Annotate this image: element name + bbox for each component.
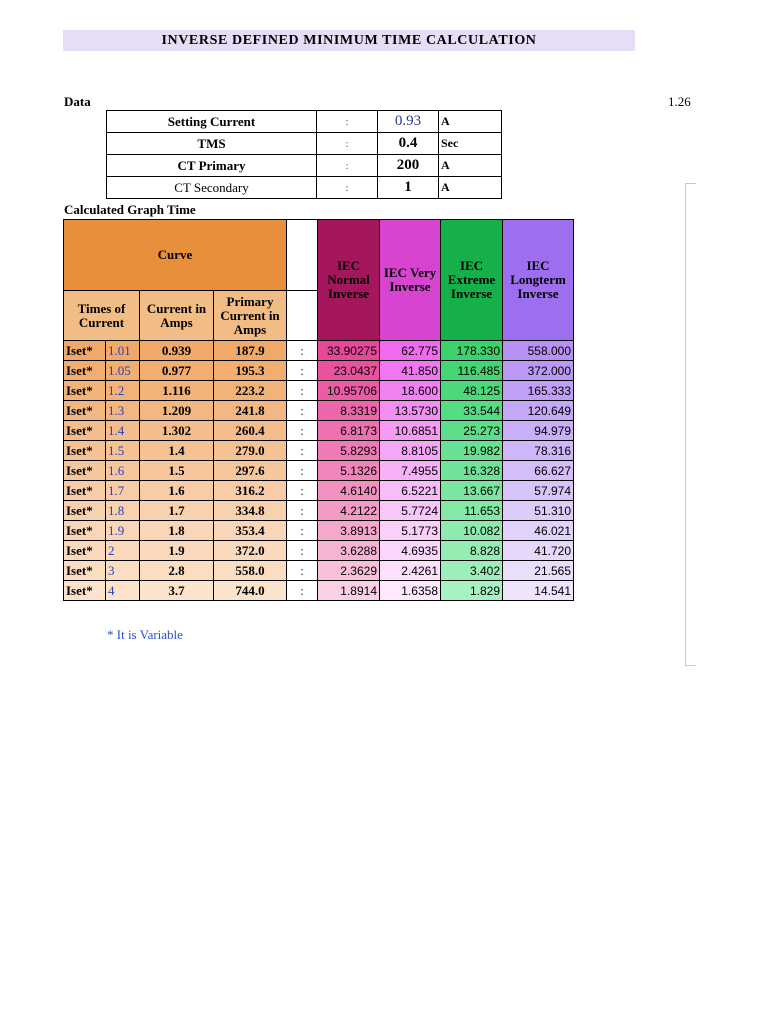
data-row-name: Setting Current <box>107 111 317 133</box>
iec-normal-cell: 3.6288 <box>318 541 380 561</box>
data-row <box>107 111 502 133</box>
iec-very-cell: 62.775 <box>380 341 441 361</box>
current-amps-cell: 1.4 <box>140 441 214 461</box>
blank-header-cell <box>287 220 318 291</box>
current-amps-cell: 1.9 <box>140 541 214 561</box>
primary-current-cell: 316.2 <box>214 481 287 501</box>
current-in-amps-header: Current in Amps <box>140 291 214 341</box>
iec-normal-header: IEC Normal Inverse <box>318 220 380 341</box>
iec-very-cell: 5.1773 <box>380 521 441 541</box>
primary-current-cell: 372.0 <box>214 541 287 561</box>
calculated-graph-table <box>63 219 574 601</box>
data-row-colon: : <box>317 133 378 155</box>
iset-label: Iset* <box>64 561 106 581</box>
iec-extreme-header: IEC Extreme Inverse <box>441 220 503 341</box>
multiplier-cell[interactable]: 1.05 <box>106 361 140 381</box>
table-row <box>64 461 574 481</box>
current-amps-cell: 1.5 <box>140 461 214 481</box>
multiplier-cell[interactable]: 1.4 <box>106 421 140 441</box>
iec-extreme-cell: 16.328 <box>441 461 503 481</box>
iec-extreme-cell: 48.125 <box>441 381 503 401</box>
iec-longterm-cell: 78.316 <box>503 441 574 461</box>
current-amps-cell: 1.8 <box>140 521 214 541</box>
iec-longterm-cell: 57.974 <box>503 481 574 501</box>
iec-longterm-cell: 165.333 <box>503 381 574 401</box>
iec-longterm-cell: 21.565 <box>503 561 574 581</box>
table-row <box>64 581 574 601</box>
table-row <box>64 341 574 361</box>
data-row-unit: A <box>439 111 502 133</box>
data-row-name: CT Primary <box>107 155 317 177</box>
iec-longterm-cell: 120.649 <box>503 401 574 421</box>
iec-extreme-cell: 3.402 <box>441 561 503 581</box>
primary-current-cell: 241.8 <box>214 401 287 421</box>
iec-extreme-cell: 19.982 <box>441 441 503 461</box>
primary-current-cell: 260.4 <box>214 421 287 441</box>
iec-longterm-cell: 94.979 <box>503 421 574 441</box>
iec-normal-cell: 8.3319 <box>318 401 380 421</box>
iec-extreme-cell: 25.273 <box>441 421 503 441</box>
iec-normal-cell: 1.8914 <box>318 581 380 601</box>
calc-label: Calculated Graph Time <box>64 202 196 217</box>
iec-longterm-cell: 372.000 <box>503 361 574 381</box>
primary-current-header: Primary Current in Amps <box>214 291 287 341</box>
colon-cell: : <box>287 401 318 421</box>
primary-current-cell: 297.6 <box>214 461 287 481</box>
primary-current-cell: 223.2 <box>214 381 287 401</box>
iec-longterm-cell: 46.021 <box>503 521 574 541</box>
data-row-value[interactable]: 0.4 <box>378 133 439 155</box>
iec-longterm-cell: 66.627 <box>503 461 574 481</box>
iec-extreme-cell: 8.828 <box>441 541 503 561</box>
iec-normal-cell: 5.8293 <box>318 441 380 461</box>
iset-label: Iset* <box>64 581 106 601</box>
curve-header: Curve <box>64 220 287 291</box>
table-row <box>64 561 574 581</box>
times-of-current-header: Times of Current <box>64 291 140 341</box>
iec-longterm-cell: 51.310 <box>503 501 574 521</box>
data-row <box>107 133 502 155</box>
side-panel-border <box>685 183 696 666</box>
colon-cell: : <box>287 441 318 461</box>
iec-extreme-cell: 10.082 <box>441 521 503 541</box>
multiplier-cell[interactable]: 4 <box>106 581 140 601</box>
iec-very-cell: 8.8105 <box>380 441 441 461</box>
primary-current-cell: 558.0 <box>214 561 287 581</box>
multiplier-cell[interactable]: 1.8 <box>106 501 140 521</box>
colon-cell: : <box>287 501 318 521</box>
multiplier-cell[interactable]: 2 <box>106 541 140 561</box>
iec-very-cell: 13.5730 <box>380 401 441 421</box>
multiplier-cell[interactable]: 1.7 <box>106 481 140 501</box>
multiplier-cell[interactable]: 3 <box>106 561 140 581</box>
iset-label: Iset* <box>64 541 106 561</box>
current-amps-cell: 3.7 <box>140 581 214 601</box>
iec-extreme-cell: 13.667 <box>441 481 503 501</box>
iec-very-cell: 4.6935 <box>380 541 441 561</box>
iec-very-cell: 1.6358 <box>380 581 441 601</box>
table-row <box>64 441 574 461</box>
iec-very-cell: 41.850 <box>380 361 441 381</box>
multiplier-cell[interactable]: 1.01 <box>106 341 140 361</box>
table-row <box>64 521 574 541</box>
footnote: * It is Variable <box>107 627 183 642</box>
iec-normal-cell: 2.3629 <box>318 561 380 581</box>
iec-longterm-header: IEC Longterm Inverse <box>503 220 574 341</box>
current-amps-cell: 1.302 <box>140 421 214 441</box>
colon-cell: : <box>287 541 318 561</box>
iec-very-header: IEC Very Inverse <box>380 220 441 341</box>
table-row <box>64 361 574 381</box>
data-label: Data <box>64 94 91 109</box>
multiplier-cell[interactable]: 1.9 <box>106 521 140 541</box>
colon-cell: : <box>287 581 318 601</box>
multiplier-cell[interactable]: 1.6 <box>106 461 140 481</box>
iec-very-cell: 10.6851 <box>380 421 441 441</box>
primary-current-cell: 353.4 <box>214 521 287 541</box>
data-row-value[interactable]: 0.93 <box>378 111 439 133</box>
table-row <box>64 401 574 421</box>
iec-extreme-cell: 178.330 <box>441 341 503 361</box>
primary-current-cell: 195.3 <box>214 361 287 381</box>
iset-label: Iset* <box>64 361 106 381</box>
data-row-colon: : <box>317 111 378 133</box>
multiplier-cell[interactable]: 1.3 <box>106 401 140 421</box>
iec-extreme-cell: 116.485 <box>441 361 503 381</box>
iec-normal-cell: 6.8173 <box>318 421 380 441</box>
iset-label: Iset* <box>64 481 106 501</box>
colon-cell: : <box>287 341 318 361</box>
iset-label: Iset* <box>64 341 106 361</box>
iec-longterm-cell: 558.000 <box>503 341 574 361</box>
iec-longterm-cell: 41.720 <box>503 541 574 561</box>
iec-extreme-cell: 11.653 <box>441 501 503 521</box>
iec-very-cell: 6.5221 <box>380 481 441 501</box>
iec-very-cell: 5.7724 <box>380 501 441 521</box>
iset-label: Iset* <box>64 401 106 421</box>
multiplier-cell[interactable]: 1.5 <box>106 441 140 461</box>
iec-normal-cell: 33.90275 <box>318 341 380 361</box>
primary-current-cell: 279.0 <box>214 441 287 461</box>
table-row <box>64 381 574 401</box>
colon-cell: : <box>287 521 318 541</box>
iec-very-cell: 2.4261 <box>380 561 441 581</box>
current-amps-cell: 1.7 <box>140 501 214 521</box>
colon-cell: : <box>287 421 318 441</box>
iset-label: Iset* <box>64 501 106 521</box>
current-amps-cell: 0.977 <box>140 361 214 381</box>
data-row-name: CT Secondary <box>107 177 317 199</box>
iset-label: Iset* <box>64 521 106 541</box>
primary-current-cell: 334.8 <box>214 501 287 521</box>
page-title: INVERSE DEFINED MINIMUM TIME CALCULATION <box>63 30 635 51</box>
table-row <box>64 541 574 561</box>
data-row-value[interactable]: 1 <box>378 177 439 199</box>
iec-extreme-cell: 1.829 <box>441 581 503 601</box>
iec-normal-cell: 5.1326 <box>318 461 380 481</box>
input-data-table <box>106 110 502 199</box>
iset-label: Iset* <box>64 461 106 481</box>
data-row-name: TMS <box>107 133 317 155</box>
iec-very-cell: 18.600 <box>380 381 441 401</box>
data-row-colon: : <box>317 177 378 199</box>
iec-normal-cell: 23.0437 <box>318 361 380 381</box>
iec-extreme-cell: 33.544 <box>441 401 503 421</box>
data-row-value[interactable]: 200 <box>378 155 439 177</box>
iec-normal-cell: 10.95706 <box>318 381 380 401</box>
iec-normal-cell: 3.8913 <box>318 521 380 541</box>
current-amps-cell: 1.116 <box>140 381 214 401</box>
primary-current-cell: 744.0 <box>214 581 287 601</box>
current-amps-cell: 0.939 <box>140 341 214 361</box>
iset-label: Iset* <box>64 441 106 461</box>
table-row <box>64 501 574 521</box>
current-amps-cell: 1.6 <box>140 481 214 501</box>
iec-very-cell: 7.4955 <box>380 461 441 481</box>
iec-normal-cell: 4.6140 <box>318 481 380 501</box>
table-row <box>64 481 574 501</box>
data-row <box>107 177 502 199</box>
colon-cell: : <box>287 461 318 481</box>
top-right-value[interactable]: 1.26 <box>668 94 691 109</box>
colon-cell: : <box>287 481 318 501</box>
current-amps-cell: 2.8 <box>140 561 214 581</box>
current-amps-cell: 1.209 <box>140 401 214 421</box>
blank-subheader-cell <box>287 291 318 341</box>
data-row-unit: Sec <box>439 133 502 155</box>
colon-cell: : <box>287 361 318 381</box>
data-row-unit: A <box>439 177 502 199</box>
multiplier-cell[interactable]: 1.2 <box>106 381 140 401</box>
iec-normal-cell: 4.2122 <box>318 501 380 521</box>
iec-longterm-cell: 14.541 <box>503 581 574 601</box>
iset-label: Iset* <box>64 421 106 441</box>
colon-cell: : <box>287 561 318 581</box>
colon-cell: : <box>287 381 318 401</box>
data-row <box>107 155 502 177</box>
data-row-unit: A <box>439 155 502 177</box>
table-row <box>64 421 574 441</box>
data-row-colon: : <box>317 155 378 177</box>
iset-label: Iset* <box>64 381 106 401</box>
primary-current-cell: 187.9 <box>214 341 287 361</box>
